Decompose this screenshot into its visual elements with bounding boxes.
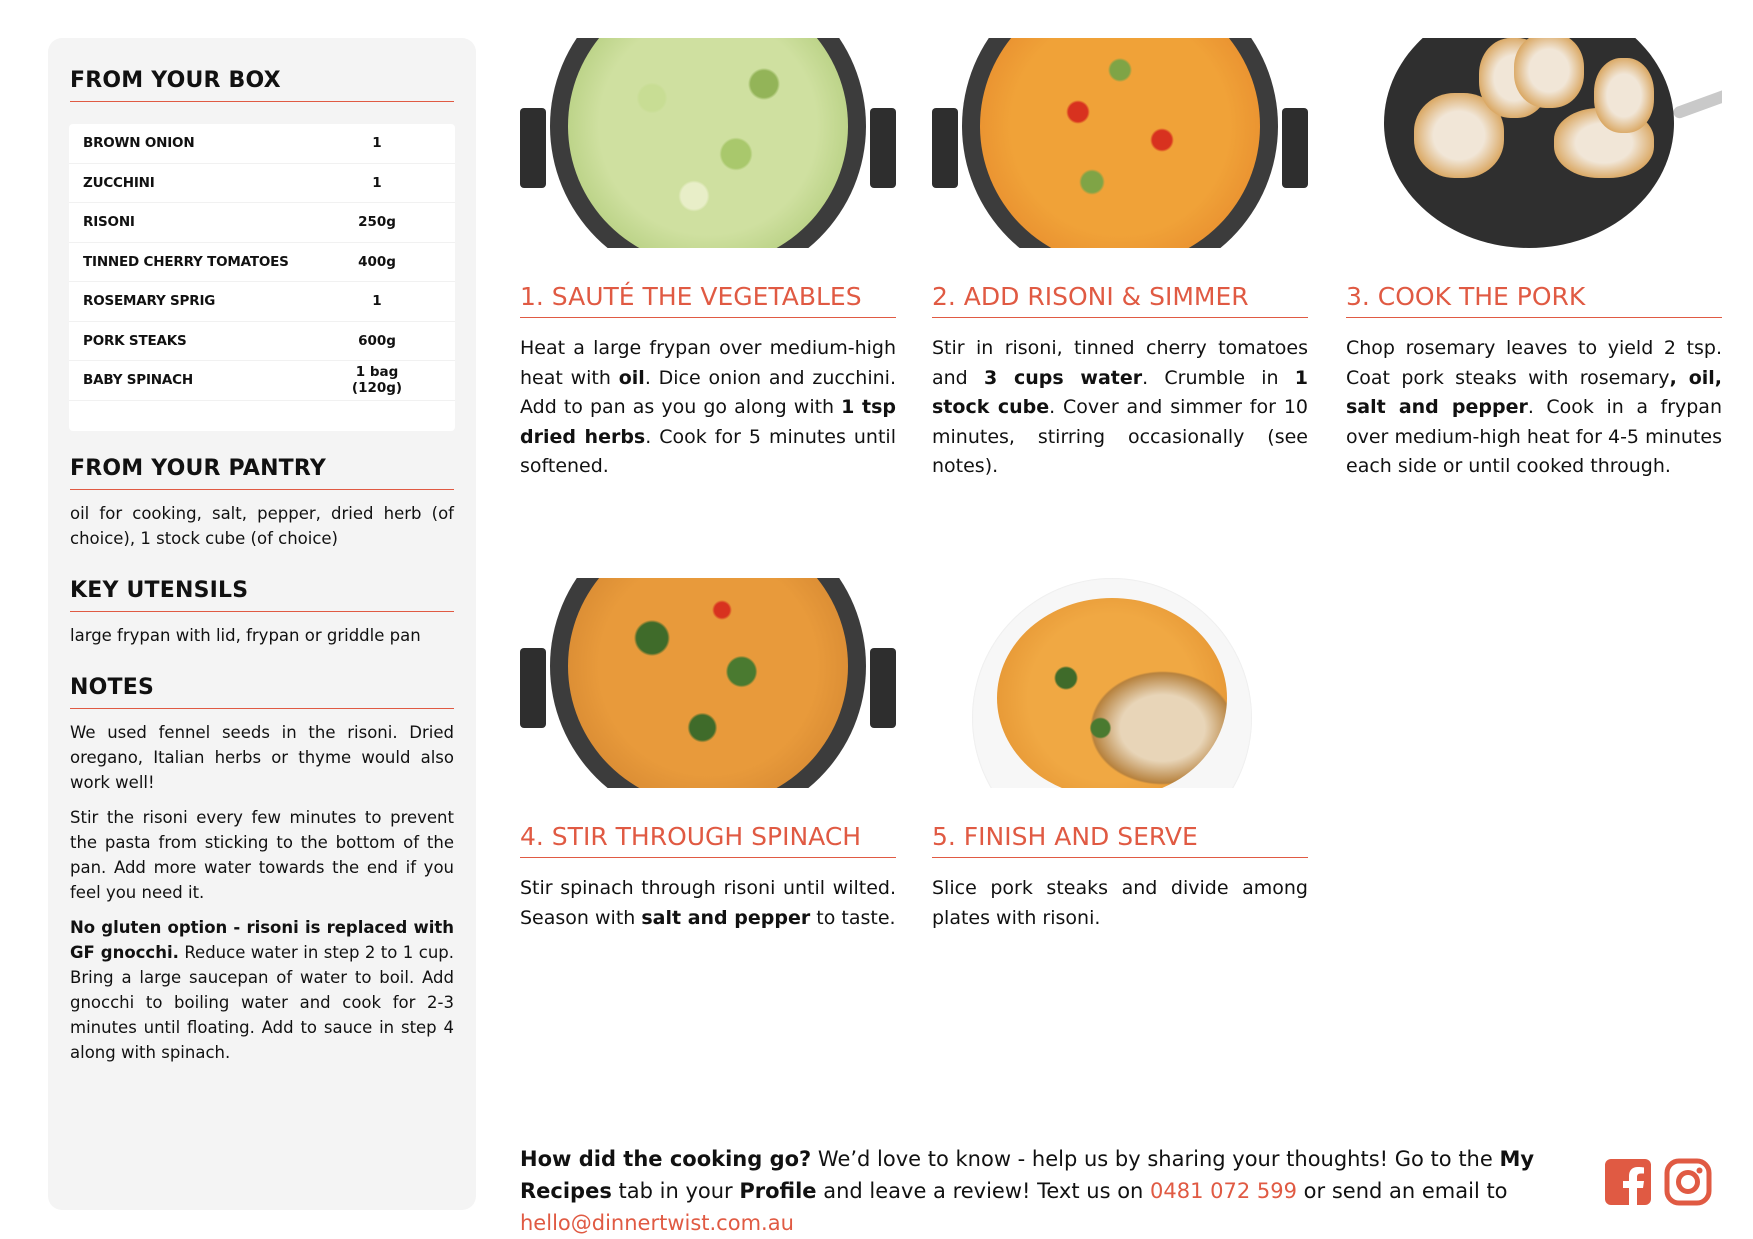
ingredient-name: BROWN ONION xyxy=(83,135,195,152)
pan-handle-right xyxy=(870,108,896,188)
from-your-box-title: FROM YOUR BOX xyxy=(70,68,454,102)
spinach-risoni-pan-photo xyxy=(520,578,896,788)
sidebar-panel xyxy=(48,38,476,1210)
pan-food xyxy=(980,38,1260,248)
ingredient-qty: 1 xyxy=(372,174,382,191)
table-row xyxy=(69,361,455,401)
note-rest: Reduce water in step 2 to 1 cup. Bring a large saucepan of water to boil. Add gnocchi to boiling water and cook for 2-3 minutes until floating. Add to sauce in step 4 along with spinach. xyxy=(70,943,454,1062)
pan-handle-left xyxy=(520,108,546,188)
instagram-icon[interactable] xyxy=(1664,1158,1712,1206)
plated-pork-risoni-photo xyxy=(932,578,1308,788)
notes-text xyxy=(70,720,454,1075)
step-text: Slice pork steaks and divide among plates with risoni. xyxy=(932,877,1308,929)
bowl-shape xyxy=(972,578,1252,788)
text-bold: salt and pepper xyxy=(641,906,811,929)
pan-handle-left xyxy=(932,108,958,188)
ingredient-qty: 1 xyxy=(372,293,382,310)
ingredient-qty: 1 xyxy=(372,135,382,152)
frypan-handle xyxy=(1672,88,1722,120)
pan-shape xyxy=(962,38,1278,248)
step-text xyxy=(520,874,896,933)
pan-handle-right xyxy=(870,648,896,728)
footer-text: tab in your xyxy=(611,1179,740,1203)
from-your-pantry-title: FROM YOUR PANTRY xyxy=(70,456,454,490)
text-run: Chop rosemary leaves to yield 2 tsp. Coat pork steaks with rosemary xyxy=(1346,337,1722,389)
step-text xyxy=(932,334,1308,482)
pan-handle-left xyxy=(520,648,546,728)
text-bold: oil xyxy=(618,366,645,389)
step-title: 1. SAUTÉ THE VEGETABLES xyxy=(520,282,896,318)
key-utensils-title: KEY UTENSILS xyxy=(70,578,454,612)
note-paragraph: We used fennel seeds in the risoni. Dried oregano, Italian herbs or thyme would also work well! xyxy=(70,723,454,792)
table-row xyxy=(69,203,455,243)
note-paragraph: Stir the risoni every few minutes to prevent the pasta from sticking to the bottom of the pan. Add more water towards the end if you feel you need it. xyxy=(70,808,454,902)
risoni-tomato-pan-photo xyxy=(932,38,1308,248)
zucchini-onion-pan-photo xyxy=(520,38,896,248)
step-4 xyxy=(520,578,896,929)
footer-text: We’d love to know - help us by sharing your thoughts! Go to the xyxy=(811,1147,1500,1171)
step-title: 5. FINISH AND SERVE xyxy=(932,822,1308,858)
step-text xyxy=(1346,334,1722,482)
table-row xyxy=(69,322,455,362)
email-link[interactable]: hello@dinnertwist.com.au xyxy=(520,1211,794,1235)
ingredient-name: TINNED CHERRY TOMATOES xyxy=(83,253,289,270)
ingredient-qty: 600g xyxy=(358,332,396,349)
text-run: Stir in risoni, tinned cherry tomatoes and xyxy=(932,337,1308,389)
footer-text: or send an email to xyxy=(1297,1179,1508,1203)
text-run: Heat a large frypan over medium-high heat with xyxy=(520,337,896,389)
pan-handle-right xyxy=(1282,108,1308,188)
ingredients-table xyxy=(69,124,455,431)
pork-steak xyxy=(1594,58,1654,133)
footer-text: and leave a review! Text us on xyxy=(816,1179,1151,1203)
text-bold: , oil, salt and pepper xyxy=(1346,366,1722,418)
pantry-text: oil for cooking, salt, pepper, dried herb (of choice), 1 stock cube (of choice) xyxy=(70,504,454,548)
text-bold: 3 cups water xyxy=(983,366,1143,389)
table-row xyxy=(69,243,455,283)
bowl-food xyxy=(997,598,1227,788)
text-run: . Cover and simmer for 10 minutes, stirring occasionally (see notes). xyxy=(932,396,1308,477)
text-run: . Dice onion and zucchini. Add to pan as you go along with xyxy=(520,366,896,418)
table-row xyxy=(69,124,455,164)
note-paragraph xyxy=(70,915,454,1065)
footer-question: How did the cooking go? xyxy=(520,1147,812,1171)
step-1 xyxy=(520,38,896,477)
step-text xyxy=(520,334,896,482)
pan-food xyxy=(568,578,848,788)
step-title: 4. STIR THROUGH SPINACH xyxy=(520,822,896,858)
utensils-text: large frypan with lid, frypan or griddle pan xyxy=(70,626,421,645)
phone-link[interactable]: 0481 072 599 xyxy=(1150,1179,1297,1203)
text-bold: 1 stock cube xyxy=(932,366,1308,418)
pork-steaks-frypan-photo xyxy=(1346,38,1722,248)
text-run: . Cook for 5 minutes until softened. xyxy=(520,425,896,477)
ingredient-name: ROSEMARY SPRIG xyxy=(83,293,216,310)
notes-title: NOTES xyxy=(70,675,454,709)
facebook-icon[interactable] xyxy=(1604,1158,1652,1206)
table-row xyxy=(69,282,455,322)
ingredient-qty: 1 bag (120g) xyxy=(351,364,403,397)
ingredient-name: BABY SPINACH xyxy=(83,372,193,389)
text-run: Stir spinach through risoni until wilted. Season with xyxy=(520,877,896,929)
my-recipes-label: My Recipes xyxy=(520,1147,1535,1203)
text-run: . Cook in a frypan over medium-high heat for 4-5 minutes each side or until cooked through. xyxy=(1346,396,1722,477)
pork-steak xyxy=(1514,38,1584,108)
step-title: 3. COOK THE PORK xyxy=(1346,282,1722,318)
frypan-shape xyxy=(1384,38,1674,248)
pan-food xyxy=(568,38,848,248)
table-row xyxy=(69,164,455,204)
pan-shape xyxy=(550,38,866,248)
note-bold: No gluten option - risoni is replaced with GF gnocchi. xyxy=(70,918,454,962)
ingredient-name: PORK STEAKS xyxy=(83,332,187,349)
profile-label: Profile xyxy=(739,1179,817,1203)
text-bold: 1 tsp dried herbs xyxy=(520,396,896,448)
ingredient-name: ZUCCHINI xyxy=(83,174,155,191)
ingredient-qty: 250g xyxy=(358,214,396,231)
pan-shape xyxy=(550,578,866,788)
feedback-footer xyxy=(520,1143,1580,1239)
text-run: . Crumble in xyxy=(1142,366,1295,389)
text-run: to taste. xyxy=(810,906,896,929)
ingredient-qty: 400g xyxy=(358,253,396,270)
step-title: 2. ADD RISONI & SIMMER xyxy=(932,282,1308,318)
ingredient-name: RISONI xyxy=(83,214,135,231)
step-2 xyxy=(932,38,1308,477)
step-5 xyxy=(932,578,1308,929)
step-3 xyxy=(1346,38,1722,477)
